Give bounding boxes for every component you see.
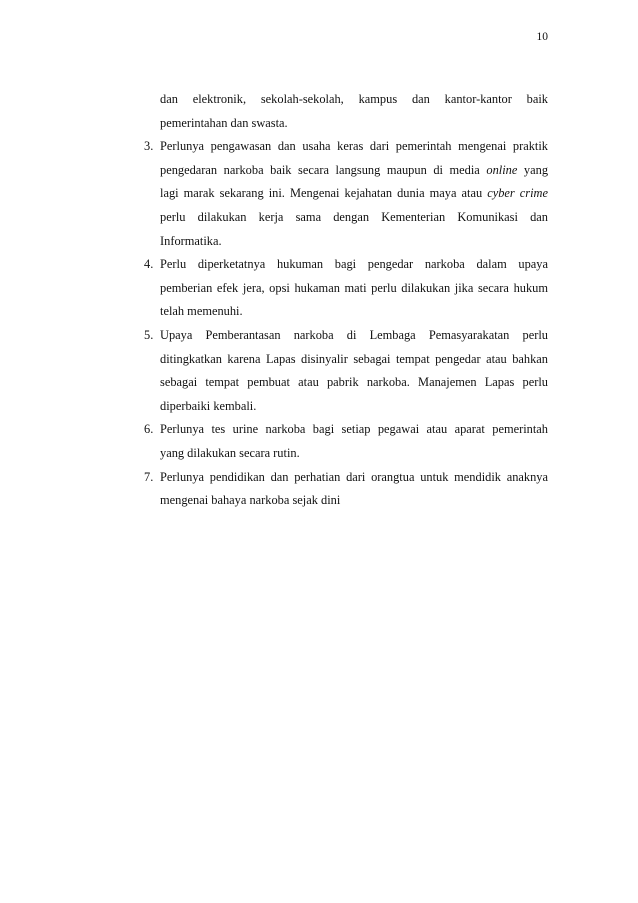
text-segment: Upaya Pemberantasan narkoba di Lembaga Pemasyarakatan perlu bbox=[160, 327, 548, 342]
text-segment: pemberian efek jera, opsi hukaman mati perlu dilakukan jika secara hukum bbox=[160, 280, 548, 295]
text-line bbox=[160, 135, 548, 159]
text-line bbox=[160, 206, 548, 230]
text-segment: diperbaiki kembali. bbox=[160, 398, 257, 413]
text-segment: Perlunya pengawasan dan usaha keras dari pemerintah mengenai praktik bbox=[160, 139, 548, 154]
text-segment: Perlu diperketatnya hukuman bagi pengedar narkoba dalam upaya bbox=[160, 257, 548, 272]
text-segment: Perlunya tes urine narkoba bagi setiap pegawai atau aparat pemerintah bbox=[160, 422, 548, 437]
text-line bbox=[160, 418, 548, 442]
text-segment: yang bbox=[517, 162, 549, 177]
text-segment: telah memenuhi. bbox=[160, 304, 243, 319]
list-item bbox=[144, 253, 548, 324]
text-line bbox=[160, 159, 548, 183]
text-line bbox=[160, 324, 548, 348]
document-body bbox=[144, 88, 548, 513]
text-line bbox=[160, 182, 548, 206]
text-line: dan elektronik, sekolah-sekolah, kampus dan kantor-kantor baik bbox=[160, 92, 548, 106]
list-item-number: 4. bbox=[144, 257, 154, 272]
text-line bbox=[160, 466, 548, 490]
list-item-number: 3. bbox=[144, 139, 154, 154]
text-segment: sebagai tempat pembuat atau pabrik narkoba. Manajemen Lapas perlu bbox=[160, 375, 548, 390]
numbered-list bbox=[144, 135, 548, 513]
list-item-number: 6. bbox=[144, 422, 154, 437]
text-line bbox=[160, 230, 548, 254]
text-line bbox=[160, 300, 548, 324]
italic-term: cyber crime bbox=[487, 186, 548, 201]
text-line: pemerintahan dan swasta. bbox=[160, 115, 288, 130]
text-segment: yang dilakukan secara rutin. bbox=[160, 445, 300, 460]
list-item bbox=[144, 135, 548, 253]
text-line bbox=[160, 395, 548, 419]
list-item-number: 5. bbox=[144, 327, 154, 342]
list-item bbox=[144, 466, 548, 513]
text-line bbox=[160, 442, 548, 466]
list-item bbox=[144, 324, 548, 418]
list-item bbox=[144, 418, 548, 465]
text-line bbox=[160, 489, 548, 513]
text-segment: lagi marak sekarang ini. Mengenai kejahatan dunia maya atau bbox=[160, 186, 488, 201]
text-line bbox=[160, 371, 548, 395]
text-segment: Perlunya pendidikan dan perhatian dari orangtua untuk mendidik anaknya bbox=[160, 469, 548, 484]
text-line bbox=[160, 277, 548, 301]
continued-paragraph bbox=[144, 88, 548, 135]
text-line bbox=[160, 348, 548, 372]
text-line bbox=[160, 253, 548, 277]
text-segment: pengedaran narkoba baik secara langsung maupun di media bbox=[160, 162, 487, 177]
text-segment: mengenai bahaya narkoba sejak dini bbox=[160, 493, 341, 508]
text-segment: perlu dilakukan kerja sama dengan Kementerian Komunikasi dan bbox=[160, 209, 548, 224]
page-number: 10 bbox=[536, 31, 548, 43]
text-segment: Informatika. bbox=[160, 233, 222, 248]
text-segment: ditingkatkan karena Lapas disinyalir sebagai tempat pengedar atau bahkan bbox=[160, 351, 548, 366]
list-item-number: 7. bbox=[144, 469, 154, 484]
italic-term: online bbox=[486, 162, 518, 177]
